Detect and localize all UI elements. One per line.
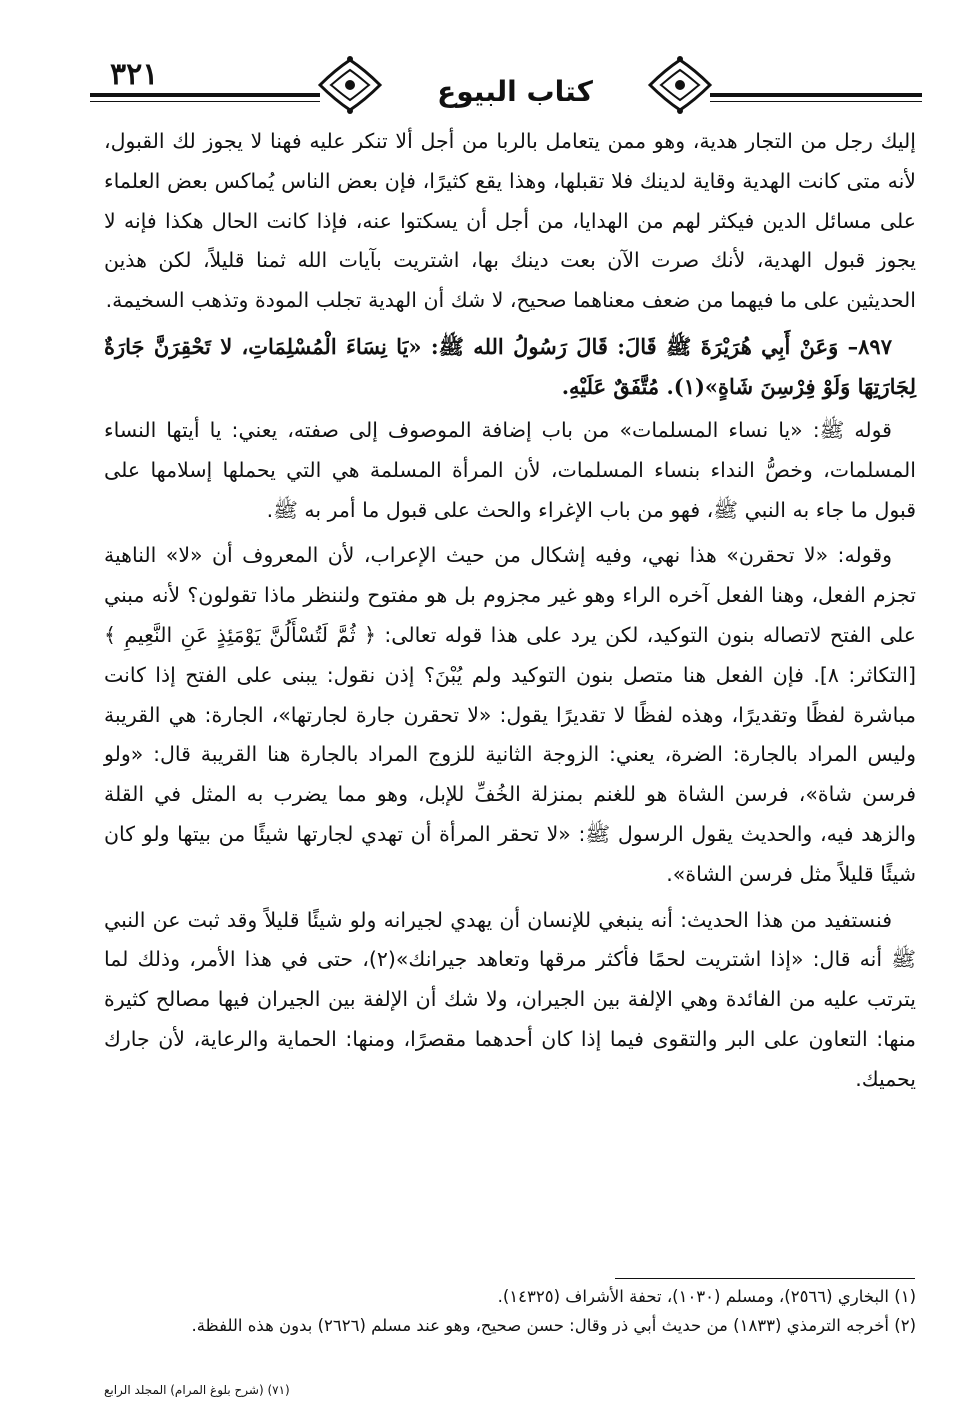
page-footer: (٧١) (شرح بلوغ المرام) المجلد الرابع — [104, 1383, 290, 1397]
footnotes — [104, 1282, 916, 1340]
book-title: كتاب البيوع — [437, 75, 593, 108]
ornament-left-icon — [315, 55, 385, 115]
page-number: ٣٢١ — [110, 57, 159, 92]
header-rule-right-thin — [710, 101, 922, 102]
page-header — [90, 55, 922, 117]
ornament-right-icon — [645, 55, 715, 115]
header-rule-left-thin — [90, 101, 320, 102]
hadith-text: ٨٩٧– وَعَنْ أَبِي هُرَيْرَةَ ﷺ قَالَ: قَالَ رَسُولُ الله ﷺ: «يَا نِسَاءَ الْمُسْلِمَاتِ، لا تَحْقِرَنَّ جَارَةٌ لِجَارَتِهَا وَلَوْ فِرْسِنَ شَاةٍ»(١). مُتَّفَقٌ عَلَيْهِ. — [104, 333, 916, 399]
header-rule-right — [710, 93, 922, 97]
main-text — [104, 122, 916, 1100]
paragraph: وقوله: «لا تحقرن» هذا نهي، وفيه إشكال من حيث الإعراب، لأن المعروف أن «لا» الناهية تجزم الفعل، وهنا الفعل آخره الراء وهو غير مجزوم بل هو مفتوح ولننظر ماذا تقولون؟ لأنه مبني على الفتح لاتصاله بنون التوكيد، لكن يرد على هذا قوله تعالى: ﴿ ثُمَّ لَتُسْأَلُنَّ يَوْمَئِذٍ عَنِ النَّعِيمِ ﴾ [التكاثر: ٨]. فإن الفعل هنا متصل بنون التوكيد ولم يُبْنَ؟ إذن نقول: يبنى على الفتح إذا كانت مباشرة لفظًا وتقديرًا، وهذه لفظًا لا تقديرًا يقول: «لا تحقرن جارة لجارتها»، الجارة: هي القريبة وليس المراد بالجارة: الضرة، يعني: الزوجة الثانية للزوج المراد بالجارة هنا القريبة قال: «ولو فرسن شاة»، فرسن الشاة هو للغنم بمنزلة الخُفِّ للإبل، وهو مما يضرب به المثل في القلة والزهد فيه، والحديث يقول الرسول ﷺ: «لا تحقر المرأة أن تهدي لجارتها شيئًا من بيتها ولو كان شيئًا قليلاً مثل فرسن الشاة». — [104, 543, 916, 886]
paragraph: فنستفيد من هذا الحديث: أنه ينبغي للإنسان أن يهدي لجيرانه ولو شيئًا قليلاً وقد ثبت عن النبي ﷺ أنه قال: «إذا اشتريت لحمًا فأكثر مرقها وتعاهد جيرانك»(٢)، حتى في هذا الأمر، وذلك لما يترتب عليه من الفائدة وهي الإلفة بين الجيران، ولا شك أن الإلفة بين الجيران فيها مصالح كثيرة منها: التعاون على البر والتقوى فيما إذا كان أحدهما مقصرًا، ومنها: الحماية والرعاية، لأن جارك يحميك. — [104, 907, 916, 1091]
footnote-separator — [615, 1278, 915, 1279]
footnote-2: (٢) أخرجه الترمذي (١٨٣٣) من حديث أبي ذر وقال: حسن صحيح، وهو عند مسلم (٢٦٢٦) بدون هذه اللفظة. — [191, 1316, 916, 1335]
header-rule-left — [90, 93, 320, 97]
paragraph: قوله ﷺ: «يا نساء المسلمات» من باب إضافة الموصوف إلى صفته، يعني: يا أيتها النساء المسلمات، وخصُّ النداء بنساء المسلمات، لأن المرأة المسلمة هي التي يحملها إسلامها على قبول ما جاء به النبي ﷺ، فهو من باب الإغراء والحث على قبول ما أمر به ﷺ. — [104, 417, 916, 522]
footnote-1: (١) البخاري (٢٥٦٦)، ومسلم (١٠٣٠)، تحفة الأشراف (١٤٣٢٥). — [497, 1287, 916, 1306]
paragraph: إليك رجل من التجار هدية، وهو ممن يتعامل بالربا من أجل ألا تنكر عليه فهنا لا يجوز لك القبول، لأنه متى كانت الهدية وقاية لدينك فلا تقبلها، وهذا يقع كثيرًا، فإن بعض الناس يُماكس بعض العلماء على مسائل الدين فيكثر لهم من الهدايا، من أجل أن يسكتوا عنه، فإذا كانت الحال هكذا فإنه لا يجوز قبول الهدية، لأنك صرت الآن بعت دينك بها، اشتريت بآيات الله ثمنا قليلاً، لكن هذين الحديثين على ما فيهما من ضعف معناهما صحيح، لا شك أن الهدية تجلب المودة وتذهب السخيمة. — [104, 129, 916, 313]
